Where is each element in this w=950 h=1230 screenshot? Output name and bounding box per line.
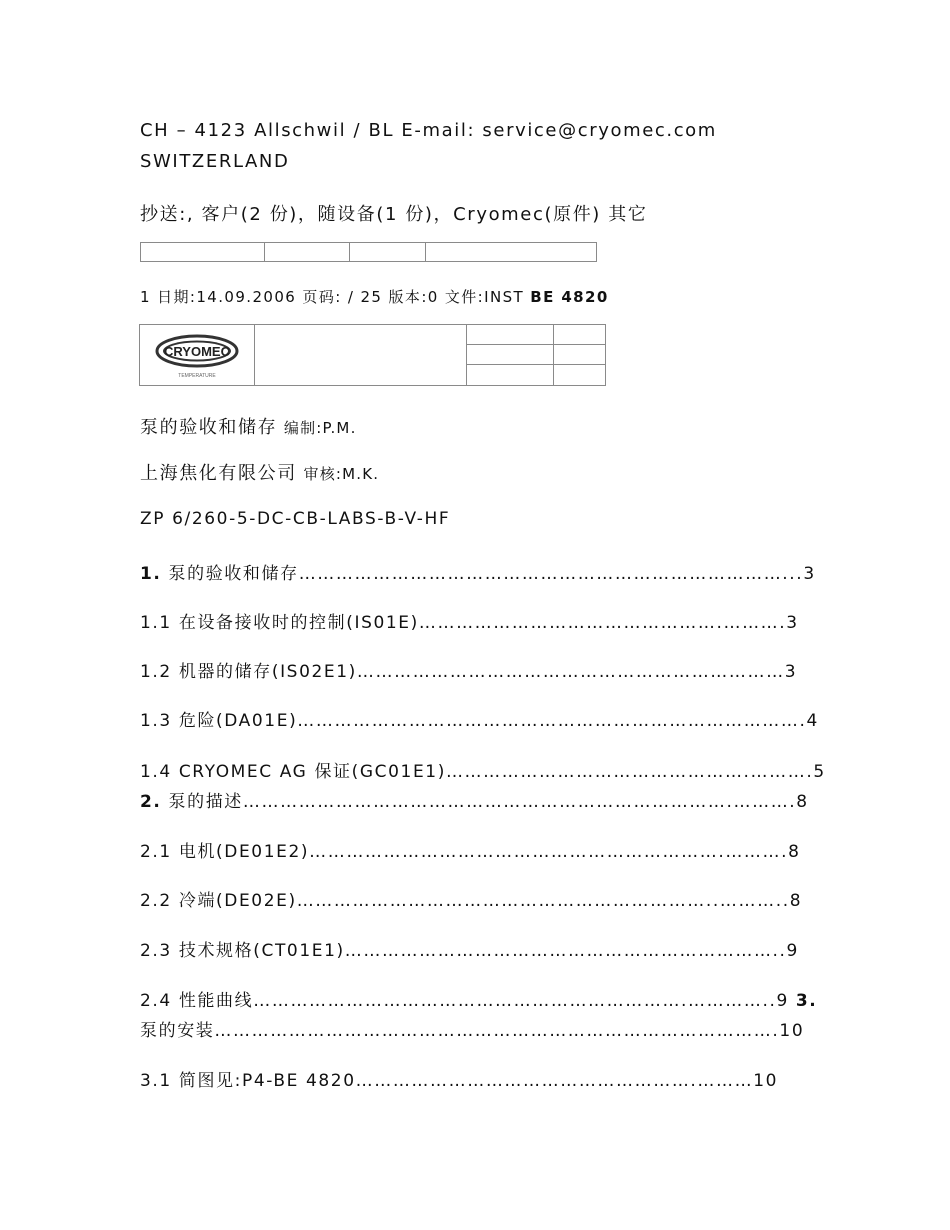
logo-tagline: TEMPERATURE bbox=[178, 373, 216, 379]
toc-entry: 2.3 技术规格(CT01E1)……………………………………………………………..9 bbox=[140, 941, 799, 961]
table-divider bbox=[466, 325, 467, 385]
toc-entry: 泵的安装……………………………………………………………………………….10 bbox=[140, 1021, 805, 1041]
country-line: SWITZERLAND bbox=[140, 151, 290, 172]
table-divider bbox=[466, 344, 605, 345]
title-line bbox=[140, 413, 357, 439]
toc-section-text: 泵的验收和储存……………………………………………………………………...3 bbox=[161, 564, 816, 584]
cryomec-logo bbox=[140, 325, 254, 385]
toc-entry: 1.2 机器的储存(IS02E1)……………………………………………………………3 bbox=[140, 662, 798, 682]
table-divider bbox=[425, 243, 426, 261]
toc-section-text: 2.4 性能曲线…………………………………………………………….…………..9 bbox=[140, 991, 796, 1011]
table-divider bbox=[264, 243, 265, 261]
toc-entry: 2.2 冷端(DE02E)…………………………………………………………..………..8 bbox=[140, 891, 803, 911]
title-block-table bbox=[139, 324, 606, 386]
doc-info-prefix: 1 日期:14.09.2006 页码: / 25 版本:0 文件:INST bbox=[140, 288, 531, 306]
toc-entry bbox=[140, 787, 809, 812]
toc-entry: 1.3 危险(DA01E)……………………………………………………………………….4 bbox=[140, 711, 819, 731]
table-divider bbox=[553, 325, 554, 385]
toc-section-number: 2. bbox=[140, 792, 162, 812]
doc-file-code: BE 4820 bbox=[530, 288, 609, 306]
address-line: CH – 4123 Allschwil / BL E-mail: service@cryomec.com bbox=[140, 120, 717, 141]
toc-section-text: 泵的描述…………………………………………………………………….……….8 bbox=[161, 792, 809, 812]
toc-entry bbox=[140, 986, 817, 1011]
toc-entry bbox=[140, 559, 816, 584]
toc-entry: 3.1 简图见:P4-BE 4820……………………………………………….………10 bbox=[140, 1071, 779, 1091]
toc-section-number: 3. bbox=[795, 991, 818, 1011]
reviewer-label: 审核:M.K. bbox=[303, 465, 380, 483]
table-divider bbox=[466, 364, 605, 365]
model-number: ZP 6/260-5-DC-CB-LABS-B-V-HF bbox=[140, 509, 451, 529]
company-line bbox=[140, 459, 379, 485]
table-divider bbox=[349, 243, 350, 261]
toc-entry: 1.1 在设备接收时的控制(IS01E)………………………………………….……….3 bbox=[140, 613, 799, 633]
copy-to-line: 抄送:, 客户(2 份)，随设备(1 份)，Cryomec(原件) 其它 bbox=[140, 204, 648, 225]
blank-distribution-table bbox=[140, 242, 597, 262]
editor-label: 编制:P.M. bbox=[283, 419, 357, 437]
doc-info-line bbox=[140, 286, 609, 307]
company-name: 上海焦化有限公司 bbox=[140, 463, 297, 484]
doc-title: 泵的验收和储存 bbox=[140, 417, 278, 438]
logo-text: CRYOMEC bbox=[164, 344, 230, 359]
toc-section-number: 1. bbox=[140, 564, 162, 584]
toc-entry: 1.4 CRYOMEC AG 保证(GC01E1)………………………………………….……….5 bbox=[140, 762, 826, 782]
toc-entry: 2.1 电机(DE01E2)………………………………………………………….……….8 bbox=[140, 842, 801, 862]
table-divider bbox=[254, 325, 255, 385]
